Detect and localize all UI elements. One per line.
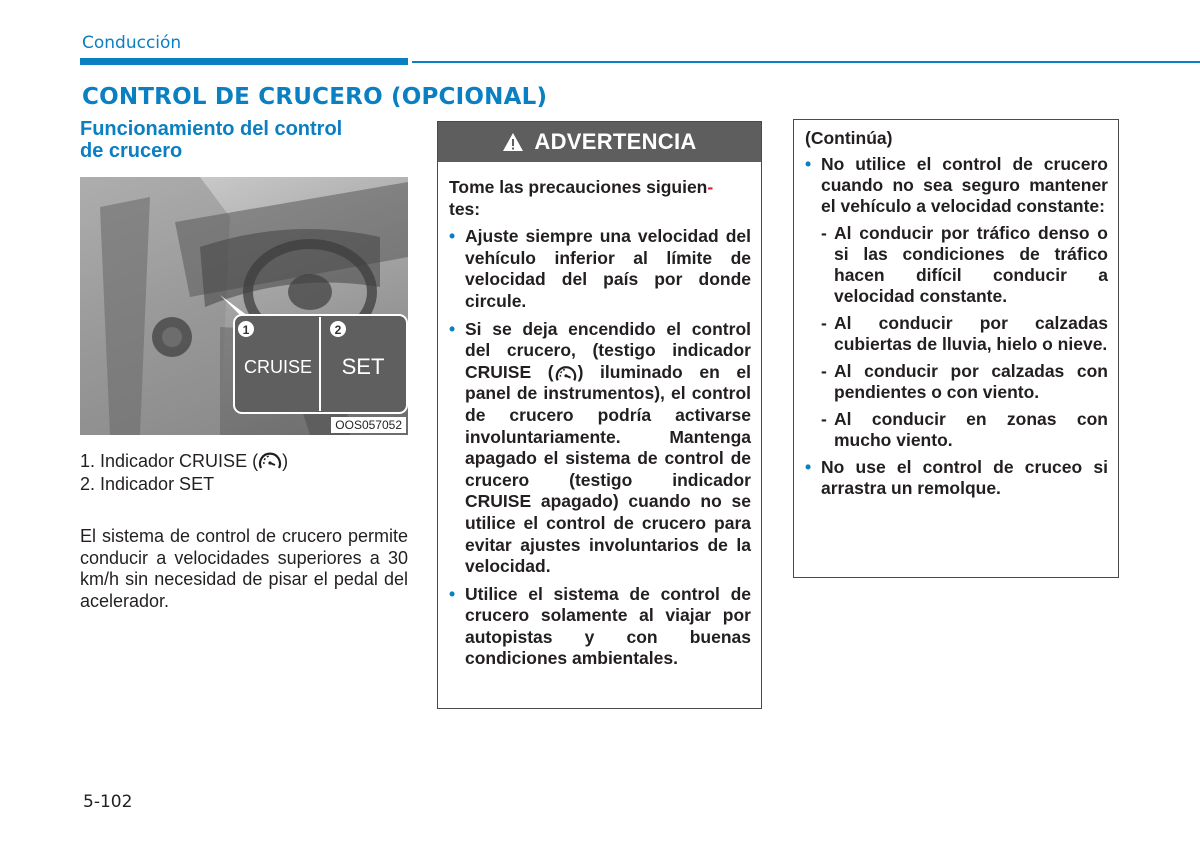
warning-triangle-icon: [502, 132, 524, 152]
sub-item-3: - Al conducir por calzadas con pendientes o con viento.: [821, 361, 1108, 402]
warning-header: [438, 122, 761, 162]
dash-marker: -: [821, 313, 827, 333]
dashboard-photo: [80, 177, 408, 435]
cruise-gauge-icon: [258, 450, 282, 470]
indicator-item-set: 2. Indicador SET: [80, 474, 215, 494]
header-bar-thin: [412, 61, 1200, 63]
warning-bullet-1: • Ajuste siempre una velocidad del vehículo inferior al límite de velocidad del país por donde circule.: [449, 226, 751, 311]
section-subtitle: [80, 118, 410, 162]
dashboard-illustration: [80, 177, 408, 435]
subtitle-line-1: Funcionamiento del control: [80, 118, 343, 140]
continued-bullet-1: • No utilice el control de crucero cuando no sea seguro mantener el vehículo a velocidad constante:: [805, 154, 1108, 216]
dash-marker: -: [821, 361, 827, 381]
continued-bullet-2: • No use el control de cruceo si arrastra un remolque.: [805, 457, 1108, 498]
sub-item-4: - Al conducir en zonas con mucho viento.: [821, 409, 1108, 450]
indicator-item-cruise: 1. Indicador CRUISE ( ): [80, 451, 289, 471]
indicator-list: [80, 450, 288, 496]
warning-box: [437, 121, 762, 709]
dash-marker: -: [821, 223, 827, 243]
warning-intro: Tome las precauciones siguien- tes:: [449, 177, 714, 219]
set-indicator-label: SET: [341, 354, 385, 379]
intro-paragraph: El sistema de control de crucero permite conducir a velocidades superiores a 30 km/h sin necesidad de pisar el pedal del acelerador.: [80, 526, 408, 611]
section-label: Conducción: [82, 33, 182, 53]
bullet-dot: •: [449, 583, 456, 604]
cruise-indicator-label: CRUISE: [243, 357, 313, 377]
warning-title: ADVERTENCIA: [534, 129, 697, 154]
bullet-dot: •: [449, 226, 456, 247]
warning-body: [438, 162, 761, 670]
header-bar-thick: [80, 58, 408, 65]
warning-hyphen: -: [707, 177, 714, 197]
page-title: CONTROL DE CRUCERO (OPCIONAL): [82, 84, 548, 110]
continued-header: (Continúa): [805, 128, 893, 148]
sub-item-1: - Al conducir por tráfico denso o si las condiciones de tráfico hacen difícil conducir a velocidad constante.: [821, 223, 1108, 306]
bullet-dot: •: [805, 154, 812, 174]
dash-marker: -: [821, 409, 827, 429]
sub-item-2: - Al conducir por calzadas cubiertas de lluvia, hielo o nieve.: [821, 313, 1108, 354]
sub-list: [805, 223, 1108, 451]
bullet-dot: •: [805, 457, 812, 477]
page-number: 5-102: [83, 792, 133, 812]
warning-bullet-2: • Si se deja encendido el control del crucero, (testigo indicador CRUISE ( ) iluminado en el panel de instrumentos), el control de crucero podría activarse involuntariamente. Mantenga apagado el sistema de control de crucero (testigo indicador CRUISE apagado) cuando no se utilice el control de crucero para evitar ajustes involuntarios de la velocidad.: [449, 318, 751, 577]
photo-number-2: 2: [334, 323, 342, 337]
warning-bullet-3: • Utilice el sistema de control de crucero solamente al viajar por autopistas y con buenas condiciones ambientales.: [449, 583, 751, 669]
cruise-gauge-icon: [555, 363, 577, 383]
photo-number-1: 1: [242, 323, 250, 337]
bullet-dot: •: [449, 318, 456, 339]
image-code: OOS057052: [331, 417, 406, 433]
continued-box: [793, 119, 1119, 578]
subtitle-line-2: de crucero: [80, 140, 183, 162]
